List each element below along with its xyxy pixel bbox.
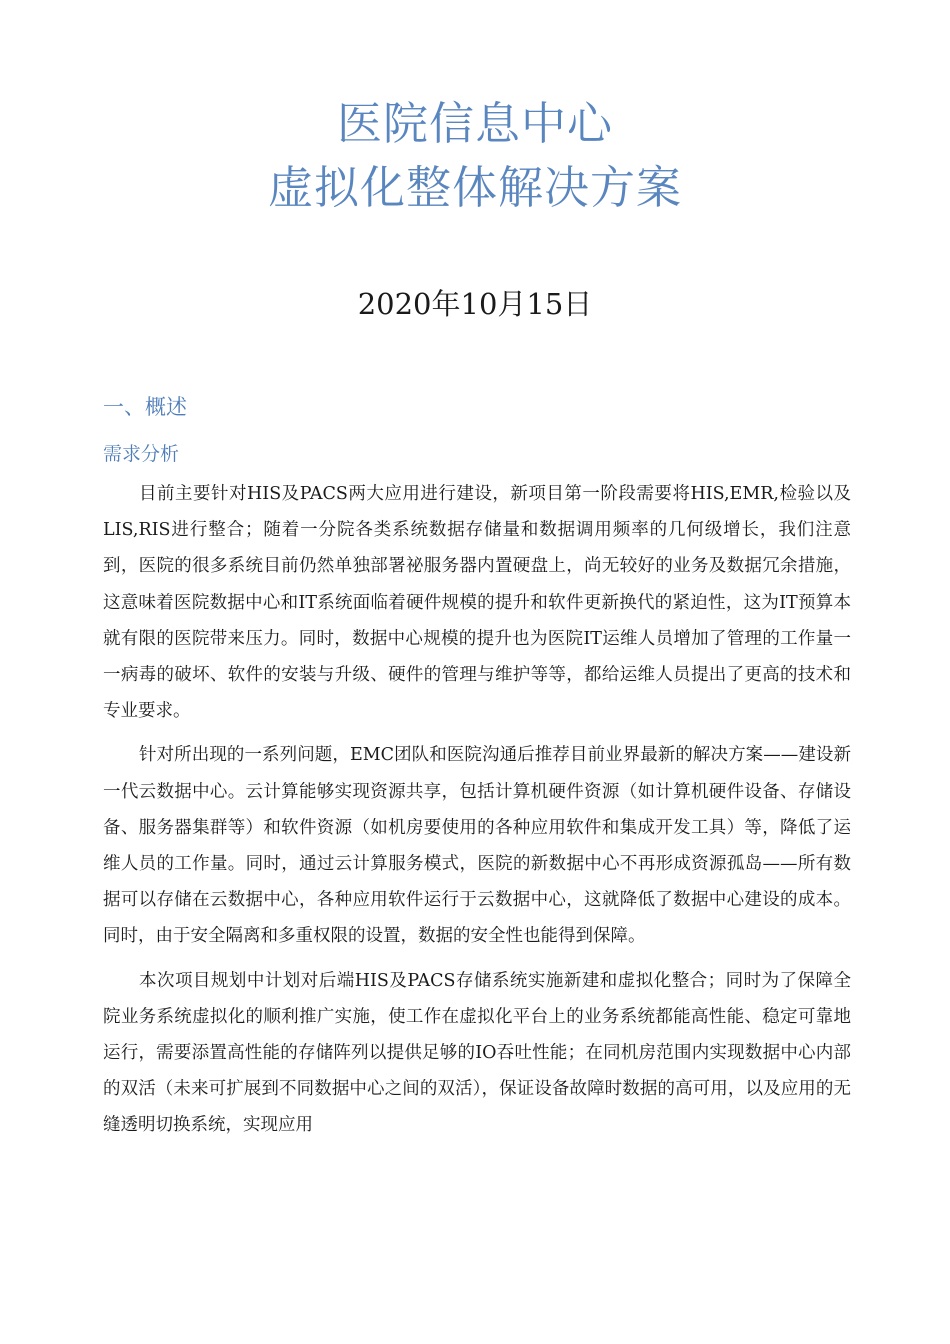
title-line-1: 医院信息中心	[336, 97, 613, 150]
body-paragraph-3: 本次项目规划中计划对后端HIS及PACS存储系统实施新建和虚拟化整合；同时为了保障全院业务系统虚拟化的顺利推广实施，使工作在虚拟化平台上的业务系统都能高性能、稳定可靠地运行，需要添置高性能的存储阵列以提供足够的IO吞吐性能；在同机房范围内实现数据中心内部的双活（未来可扩展到不同数据中心之间的双活），保证设备故障时数据的高可用，以及应用的无缝透明切换系统，实现应用	[103, 970, 851, 1136]
body-paragraph-2: 针对所出现的一系列问题，EMC团队和医院沟通后推荐目前业界最新的解决方案——建设新一代云数据中心。云计算能够实现资源共享，包括计算机硬件资源（如计算机硬件设备、存储设备、服务器集群等）和软件资源（如机房要使用的各种应用软件和集成开发工具）等，降低了运维人员的工作量。同时，通过云计算服务模式，医院的新数据中心不再形成资源孤岛——所有数据可以存储在云数据中心，各种应用软件运行于云数据中心，这就降低了数据中心建设的成本。同时，由于安全隔离和多重权限的设置，数据的安全性也能得到保障。	[103, 745, 851, 947]
subsection-heading-requirements: 需求分析	[103, 443, 180, 465]
section-heading-overview: 一、概述	[103, 395, 187, 419]
document-date: 2020年10月15日	[357, 287, 593, 321]
title-line-2: 虚拟化整体解决方案	[267, 161, 682, 214]
body-paragraph-1: 目前主要针对HIS及PACS两大应用进行建设，新项目第一阶段需要将HIS,EMR,检验以及LIS,RIS进行整合；随着一分院各类系统数据存储量和数据调用频率的几何级增长，我们注意到，医院的很多系统目前仍然单独部署祕服务器内置硬盘上，尚无较好的业务及数据冗余措施，这意味着医院数据中心和IT系统面临着硬件规模的提升和软件更新换代的紧迫性，这为IT预算本就有限的医院带来压力。同时，数据中心规模的提升也为医院IT运维人员增加了管理的工作量一一病毒的破坏、软件的安装与升级、硬件的管理与维护等等，都给运维人员提出了更高的技术和专业要求。	[103, 484, 851, 722]
document-body	[103, 476, 851, 1152]
document-title	[0, 92, 950, 220]
